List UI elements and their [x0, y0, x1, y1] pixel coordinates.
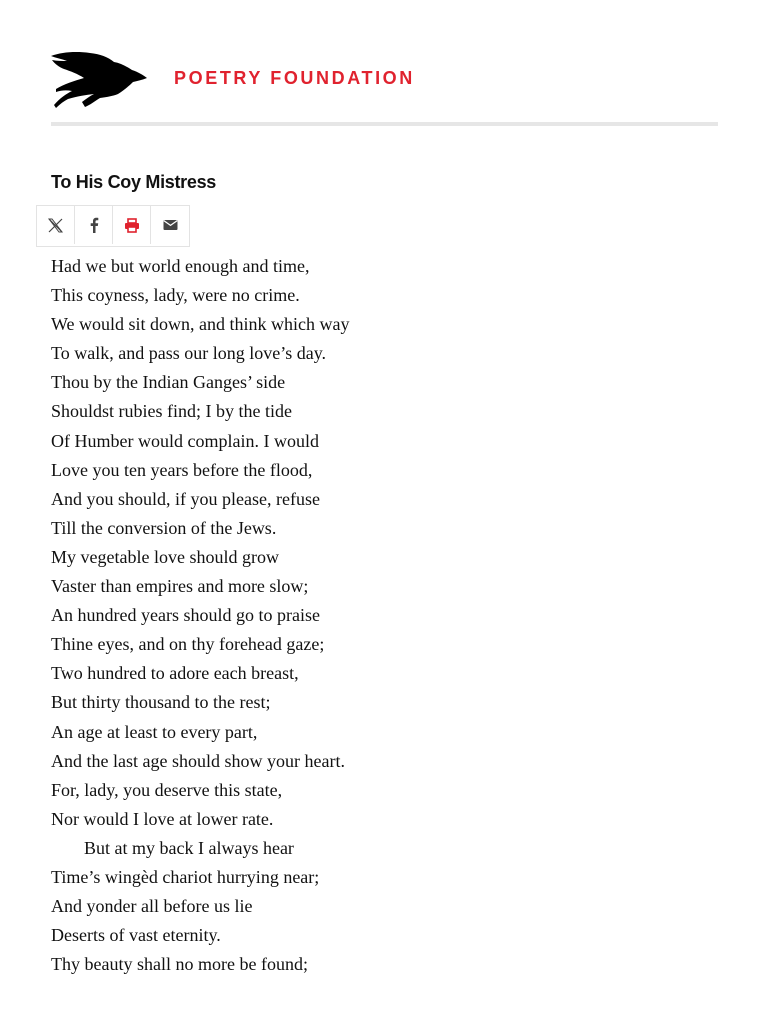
poem-line: Of Humber would complain. I would [51, 430, 319, 451]
poem-line: This coyness, lady, were no crime. [51, 285, 300, 306]
poem-line: But thirty thousand to the rest; [51, 692, 271, 713]
poem-line: For, lady, you deserve this state, [51, 779, 283, 800]
poem-line: Thy beauty shall no more be found; [51, 954, 308, 975]
poem-line: Two hundred to adore each breast, [51, 663, 299, 684]
poetry-foundation-bird-logo-icon[interactable] [50, 50, 148, 110]
poem-line: We would sit down, and think which way [51, 314, 350, 335]
print-button[interactable] [113, 206, 151, 244]
poem-line: An hundred years should go to praise [51, 605, 320, 626]
share-email-button[interactable] [151, 206, 189, 244]
poem-line: And you should, if you please, refuse [51, 488, 320, 509]
poem-title: To His Coy Mistress [51, 172, 217, 192]
header-divider [51, 122, 718, 126]
poem-line-indented: But at my back I always hear [84, 837, 294, 858]
share-facebook-button[interactable] [75, 206, 113, 244]
share-x-button[interactable] [37, 206, 75, 244]
poem-line: An age at least to every part, [51, 721, 258, 742]
poem-line: Deserts of vast eternity. [51, 925, 221, 946]
poem-line: Vaster than empires and more slow; [51, 576, 309, 597]
site-logo-text[interactable]: POETRY FOUNDATION [174, 68, 415, 88]
poem-line: Shouldst rubies find; I by the tide [51, 401, 292, 422]
share-toolbar [36, 205, 190, 247]
poem-line: Till the conversion of the Jews. [51, 517, 277, 538]
poem-line: And the last age should show your heart. [51, 750, 345, 771]
poem-line: Thou by the Indian Ganges’ side [51, 372, 286, 393]
poem-line: And yonder all before us lie [51, 896, 253, 917]
poem-line: Love you ten years before the flood, [51, 459, 313, 480]
facebook-icon [89, 217, 99, 233]
poem-body [51, 252, 711, 979]
poem-line: Nor would I love at lower rate. [51, 808, 274, 829]
poem-line: Thine eyes, and on thy forehead gaze; [51, 634, 325, 655]
site-header [50, 48, 718, 112]
poem-line: Time’s wingèd chariot hurrying near; [51, 866, 320, 887]
poem-line: To walk, and pass our long love’s day. [51, 343, 327, 364]
print-icon [124, 218, 140, 233]
email-icon [163, 219, 178, 231]
x-icon [48, 218, 63, 233]
poem-line: My vegetable love should grow [51, 546, 279, 567]
poem-line: Had we but world enough and time, [51, 256, 310, 276]
